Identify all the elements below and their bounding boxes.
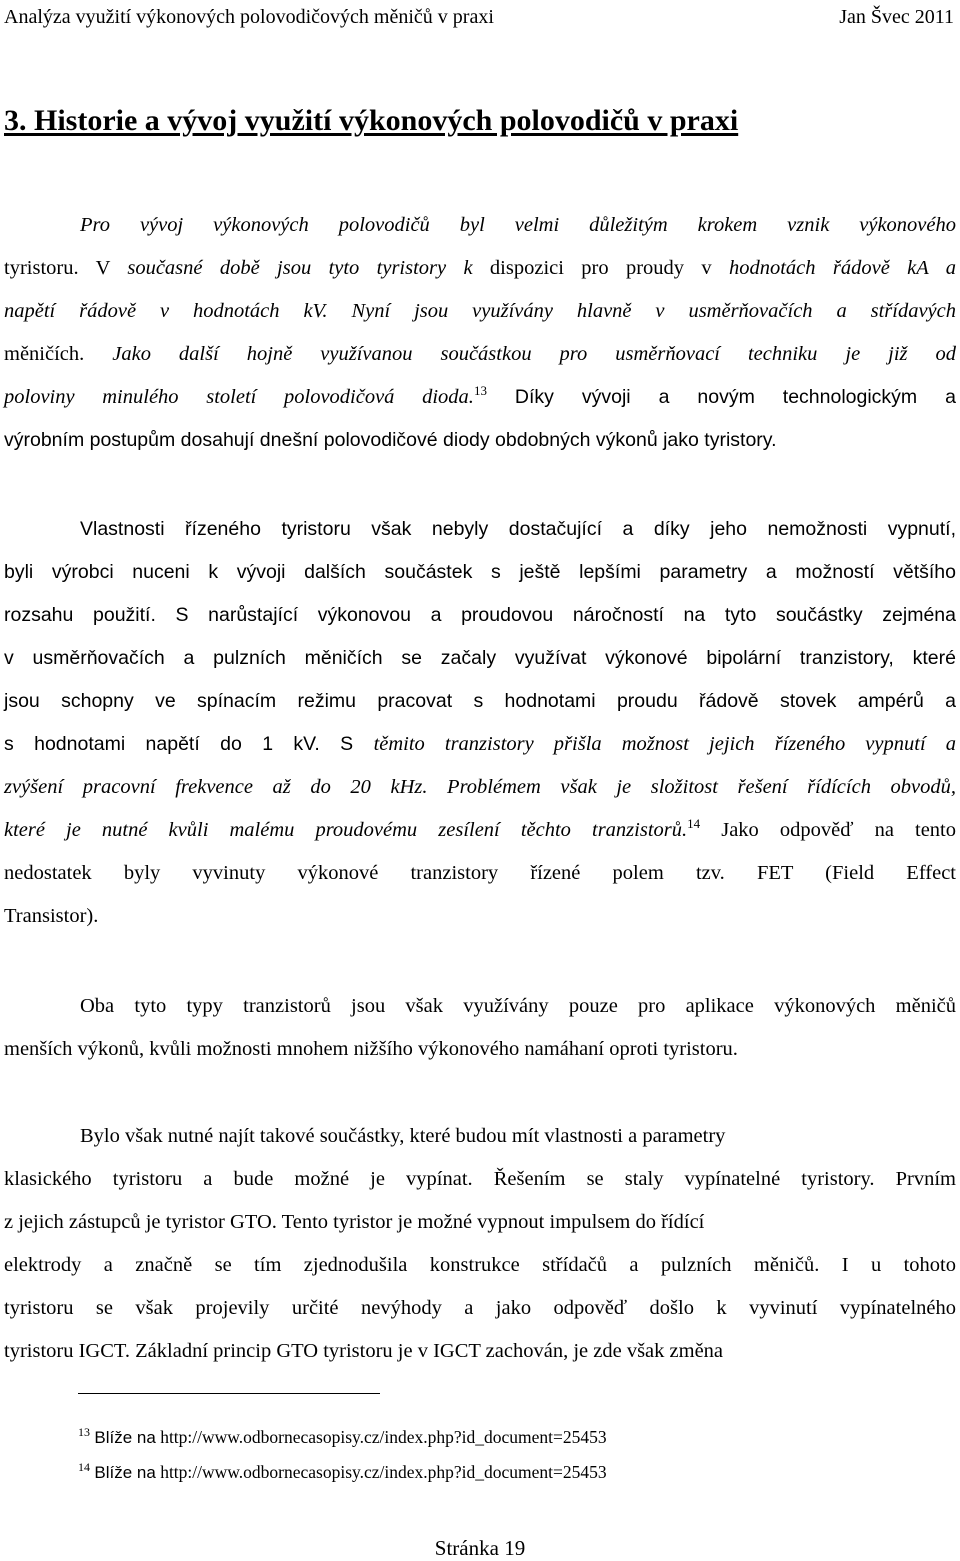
running-header-author: Jan Švec 2011: [839, 6, 954, 28]
text-line: jsou schopny ve spínacím režimu pracovat s hodnotami proudu řádově stovek ampérů a: [4, 690, 956, 712]
text-line: byli výrobci nuceni k vývoji dalších součástek s ještě lepšími parametry a možností většího: [4, 561, 956, 583]
footnote-ref-14: 14: [687, 816, 701, 832]
text-line: poloviny minulého století polovodičová dioda.$^{13}$ Díky vývoji a novým technologickým a: [4, 383, 956, 408]
text-line: které je nutné kvůli malému proudovému zesílení těchto tranzistorů.$^{14}$ Jako odpověď na tento: [4, 816, 956, 841]
paragraph-4: [4, 1115, 956, 1373]
footnote-separator: [78, 1393, 380, 1394]
text-line: menších výkonů, kvůli možnosti mnohem nižšího výkonového namáhaní oproti tyristoru.: [4, 1038, 738, 1060]
chapter-title: 3. Historie a vývoj využití výkonových polovodičů v praxi: [4, 104, 739, 137]
running-header-title: Analýza využití výkonových polovodičových měničů v praxi: [4, 6, 494, 28]
text-line: Vlastnosti řízeného tyristoru však nebyly dostačující a díky jeho nemožnosti vypnutí,: [80, 518, 956, 540]
text-line: výrobním postupům dosahují dnešní polovodičové diody obdobných výkonů jako tyristory.: [4, 429, 777, 451]
text-line: Pro vývoj výkonových polovodičů byl velmi důležitým krokem vznik výkonového: [80, 214, 956, 236]
text-line: tyristoru se však projevily určité nevýhody a jako odpověď došlo k vyvinutí vypínatelného: [4, 1297, 956, 1319]
footnote-link[interactable]: http://www.odbornecasopisy.cz/index.php?id_document=25453: [155, 1427, 607, 1447]
text-line: s hodnotami napětí do 1 kV. S těmito tranzistory přišla možnost jejich řízeného vypnutí a: [4, 733, 956, 755]
text-line: elektrody a značně se tím zjednodušila konstrukce střídačů a pulzních měničů. I u tohoto: [4, 1254, 956, 1276]
text-line: rozsahu použití. S narůstající výkonovou a proudovou náročností na tyto součástky zejména: [4, 604, 956, 626]
text-line: Bylo však nutné najít takové součástky, které budou mít vlastnosti a parametry: [80, 1125, 726, 1147]
text-line: napětí řádově v hodnotách kV. Nyní jsou využívány hlavně v usměrňovačích a střídavých: [4, 300, 956, 322]
footnote-link[interactable]: http://www.odbornecasopisy.cz/index.php?id_document=25453: [155, 1462, 607, 1482]
text-line: měničích. Jako další hojně využívanou součástkou pro usměrňovací techniku je již od: [4, 343, 956, 365]
footnote-ref-13: 13: [473, 383, 487, 399]
text-line: tyristoru IGCT. Základní princip GTO tyristoru je v IGCT zachován, je zde však změna: [4, 1340, 724, 1362]
text-line: Oba tyto typy tranzistorů jsou však využívány pouze pro aplikace výkonových měničů: [80, 995, 956, 1017]
page-number: Stránka 19: [434, 1536, 526, 1560]
text-line: Transistor).: [4, 905, 99, 927]
text-line: v usměrňovačích a pulzních měničích se začaly využívat výkonové bipolární tranzistory, které: [4, 647, 956, 669]
footnote-13: $^{13}$ Blíže na http://www.odbornecasopisy.cz/index.php?id_document=25453: [78, 1425, 607, 1447]
paragraph-3: [4, 985, 956, 1071]
text-line: tyristoru. V současné době jsou tyto tyristory k dispozici pro proudy v hodnotách řádově kA a: [4, 257, 956, 279]
text-line: nedostatek byly vyvinuty výkonové tranzistory řízené polem tzv. FET (Field Effect: [4, 862, 956, 884]
text-line: klasického tyristoru a bude možné je vypínat. Řešením se staly vypínatelné tyristory. Prvním: [4, 1168, 956, 1190]
text-line: z jejich zástupců je tyristor GTO. Tento tyristor je možné vypnout impulsem do řídící: [4, 1211, 705, 1233]
paragraph-2: [4, 508, 956, 938]
paragraph-1: [4, 204, 956, 462]
footnote-14: $^{14}$ Blíže na http://www.odbornecasopisy.cz/index.php?id_document=25453: [78, 1460, 607, 1482]
text-line: zvýšení pracovní frekvence až do 20 kHz. Problémem však je složitost řešení řídících obvodů,: [4, 776, 956, 798]
